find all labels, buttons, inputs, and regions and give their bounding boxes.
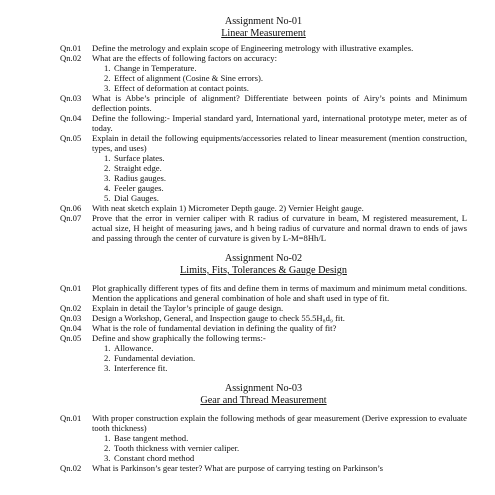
question-number: Qn.04 xyxy=(60,323,82,333)
question xyxy=(60,413,467,433)
question-text: What is Parkinson’s gear tester? What are purpose of carrying testing on Parkinson’s xyxy=(92,463,383,473)
question-text: Explain in detail the Taylor’s principle of gauge design. xyxy=(92,303,284,313)
question-text: What is the role of fundamental deviation in defining the quality of fit? xyxy=(92,323,337,333)
list-item: 2. Tooth thickness with vernier caliper. xyxy=(104,443,240,453)
question xyxy=(60,43,467,53)
section-heading xyxy=(60,383,467,407)
question-text: What are the effects of following factors on accuracy: xyxy=(92,53,277,63)
question-number: Qn.01 xyxy=(60,43,82,53)
question-text: Prove that the error in vernier caliper with R radius of curvature in beam, M registered measurement, L actual size, H height of measuring jaws, and h being radius of curvature and normal drawn to ends of jaws and passing through the center of curvature is given by L-M=8Hh/L xyxy=(92,213,467,243)
question-number: Qn.06 xyxy=(60,203,82,213)
question xyxy=(60,203,467,213)
section-subtitle: Linear Measurement xyxy=(221,28,306,39)
sub-item-list xyxy=(60,153,467,203)
list-item: 1. Change in Temperature. xyxy=(104,63,197,73)
section-subtitle: Gear and Thread Measurement xyxy=(200,395,327,406)
question xyxy=(60,323,467,333)
list-item: 1. Surface plates. xyxy=(104,153,165,163)
question-number: Qn.05 xyxy=(60,333,82,343)
sub-item-list xyxy=(60,343,467,373)
list-item: 3. Effect of deformation at contact points. xyxy=(104,83,249,93)
question xyxy=(60,303,467,313)
section-title: Assignment No-02 xyxy=(224,253,303,264)
section-heading xyxy=(60,253,467,277)
question-text: Define the metrology and explain scope of Engineering metrology with illustrative examples. xyxy=(92,43,414,53)
question-text: Explain in detail the following equipments/accessories related to linear measurement (mention construction, types, and uses) xyxy=(92,133,467,153)
question-text: Define the following:- Imperial standard yard, International yard, international prototype meter, meter as of today. xyxy=(92,113,467,133)
section-subtitle: Limits, Fits, Tolerances & Gauge Design xyxy=(180,265,347,276)
question xyxy=(60,283,467,303)
list-item: 5. Dial Gauges. xyxy=(104,193,159,203)
question xyxy=(60,313,467,323)
list-item: 4. Feeler gauges. xyxy=(104,183,164,193)
question-text: Define and show graphically the following terms:- xyxy=(92,333,266,343)
list-item: 3. Radius gauges. xyxy=(104,173,167,183)
question xyxy=(60,93,467,113)
question-number: Qn.01 xyxy=(60,413,82,423)
list-item: 1. Allowance. xyxy=(104,343,154,353)
list-item: 2. Fundamental deviation. xyxy=(104,353,196,363)
question-number: Qn.07 xyxy=(60,213,82,223)
question xyxy=(60,213,467,243)
question-text: What is Abbe’s principle of alignment? Differentiate between points of Airy’s points and Minimum deflection points. xyxy=(92,93,467,113)
question xyxy=(60,133,467,153)
question-number: Qn.02 xyxy=(60,53,82,63)
question-text: With proper construction explain the following methods of gear measurement (Derive expression to evaluate tooth thickness) xyxy=(92,413,467,433)
question-number: Qn.02 xyxy=(60,463,82,473)
question-number: Qn.04 xyxy=(60,113,82,123)
question-text: With neat sketch explain 1) Micrometer Depth gauge. 2) Vernier Height gauge. xyxy=(92,203,364,213)
question xyxy=(60,463,467,473)
question-number: Qn.05 xyxy=(60,133,82,143)
list-item: 2. Straight edge. xyxy=(104,163,162,173)
question xyxy=(60,113,467,133)
question-text: Design a Workshop, General, and Inspection gauge to check 55.5H₈d₉ fit. xyxy=(92,313,345,323)
list-item: 3. Constant chord method xyxy=(104,453,195,463)
question-number: Qn.03 xyxy=(60,93,82,103)
section-title: Assignment No-03 xyxy=(224,383,303,394)
sub-item-list xyxy=(60,63,467,93)
list-item: 1. Base tangent method. xyxy=(104,433,189,443)
question-text: Plot graphically different types of fits and define them in terms of maximum and minimum metal conditions. Mention the applications and general combination of hole and shaft used in type of fit. xyxy=(92,283,467,303)
question-number: Qn.02 xyxy=(60,303,82,313)
question-number: Qn.03 xyxy=(60,313,82,323)
section-heading xyxy=(60,16,467,40)
question xyxy=(60,333,467,343)
question xyxy=(60,53,467,63)
list-item: 2. Effect of alignment (Cosine & Sine errors). xyxy=(104,73,263,83)
sub-item-list xyxy=(60,433,467,463)
question-number: Qn.01 xyxy=(60,283,82,293)
section-title: Assignment No-01 xyxy=(224,16,303,27)
list-item: 3. Interference fit. xyxy=(104,363,168,373)
